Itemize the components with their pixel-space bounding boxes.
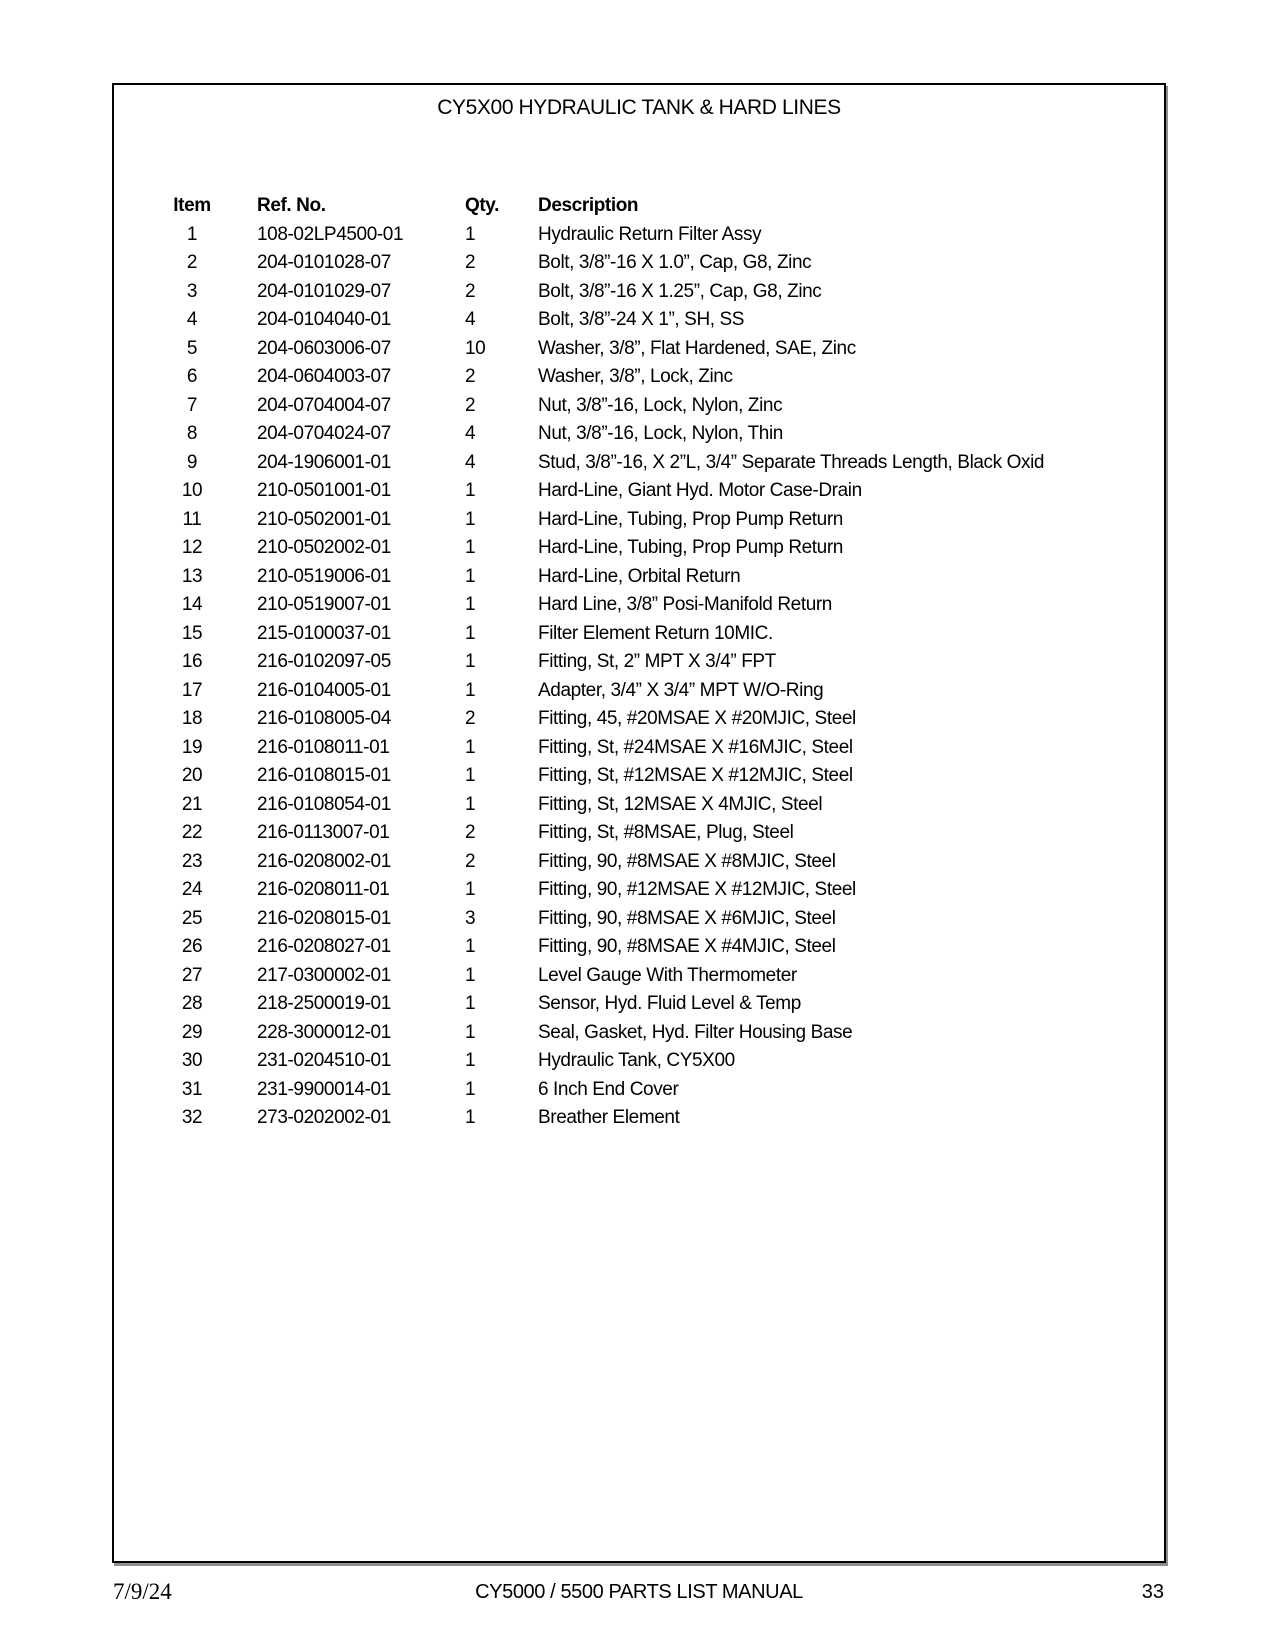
table-row (114, 762, 1164, 791)
column-header-ref-no: Ref. No. (257, 195, 326, 216)
row-ref-no: 204-0604003-07 (257, 366, 391, 387)
table-row (114, 1047, 1164, 1076)
row-ref-no: 204-0101028-07 (257, 252, 391, 273)
page-footer (112, 1578, 1166, 1610)
row-qty: 2 (465, 822, 476, 843)
row-description: Hydraulic Tank, CY5X00 (538, 1050, 735, 1071)
row-item-number: 2 (186, 252, 198, 273)
row-description: Bolt, 3/8”-24 X 1”, SH, SS (538, 309, 745, 330)
table-row (114, 734, 1164, 763)
table-row (114, 534, 1164, 563)
page-title: CY5X00 HYDRAULIC TANK & HARD LINES (437, 96, 841, 119)
row-description: Fitting, St, #8MSAE, Plug, Steel (538, 822, 794, 843)
table-row (114, 449, 1164, 478)
row-qty: 1 (465, 936, 476, 957)
row-item-number: 23 (181, 850, 203, 872)
row-description: Fitting, St, 2” MPT X 3/4” FPT (538, 651, 776, 672)
row-ref-no: 210-0519007-01 (257, 594, 391, 615)
row-item-number: 9 (186, 451, 198, 473)
row-item-number: 24 (181, 879, 203, 900)
row-ref-no: 217-0300002-01 (257, 964, 391, 986)
row-item-number: 27 (181, 964, 203, 986)
row-item-number: 21 (181, 793, 203, 815)
row-ref-no: 216-0108005-04 (257, 708, 391, 729)
row-description: Nut, 3/8”-16, Lock, Nylon, Thin (538, 423, 783, 444)
row-item-number: 1 (186, 223, 198, 245)
table-row (114, 563, 1164, 592)
column-header-item: Item (173, 195, 211, 216)
row-qty: 4 (465, 309, 476, 330)
row-qty: 1 (465, 565, 476, 587)
row-ref-no: 231-0204510-01 (257, 1050, 391, 1071)
row-description: Seal, Gasket, Hyd. Filter Housing Base (538, 1021, 853, 1043)
table-row (114, 1076, 1164, 1105)
footer-page-number: 33 (1141, 1581, 1164, 1603)
row-item-number: 19 (181, 736, 203, 758)
table-row (114, 905, 1164, 934)
parts-table (114, 192, 1164, 1133)
table-row (114, 249, 1164, 278)
row-qty: 2 (465, 366, 476, 387)
row-item-number: 7 (186, 394, 198, 416)
row-qty: 1 (465, 651, 476, 672)
row-item-number: 4 (186, 309, 198, 330)
row-description: Bolt, 3/8”-16 X 1.25”, Cap, G8, Zinc (538, 280, 822, 302)
footer-manual-title: CY5000 / 5500 PARTS LIST MANUAL (475, 1581, 803, 1603)
row-ref-no: 273-0202002-01 (257, 1107, 391, 1128)
row-description: Stud, 3/8”-16, X 2”L, 3/4” Separate Threads Length, Black Oxid (538, 451, 1045, 473)
row-ref-no: 218-2500019-01 (257, 993, 391, 1014)
row-qty: 1 (465, 1021, 476, 1043)
table-row (114, 819, 1164, 848)
table-row (114, 477, 1164, 506)
row-description: Level Gauge With Thermometer (538, 964, 797, 986)
table-row (114, 962, 1164, 991)
row-ref-no: 204-0704024-07 (257, 423, 391, 444)
row-description: Washer, 3/8”, Flat Hardened, SAE, Zinc (538, 337, 856, 359)
row-ref-no: 210-0502001-01 (257, 508, 391, 530)
row-item-number: 5 (186, 337, 198, 359)
table-row (114, 506, 1164, 535)
row-ref-no: 216-0113007-01 (257, 822, 390, 843)
row-qty: 1 (465, 1050, 476, 1071)
table-row (114, 1019, 1164, 1048)
row-qty: 10 (465, 337, 486, 359)
row-qty: 3 (465, 907, 476, 929)
row-item-number: 25 (181, 907, 203, 929)
row-item-number: 13 (181, 565, 203, 587)
row-description: 6 Inch End Cover (538, 1078, 679, 1100)
row-qty: 1 (465, 964, 476, 986)
row-description: Fitting, St, #12MSAE X #12MJIC, Steel (538, 765, 853, 786)
row-item-number: 29 (181, 1021, 203, 1043)
row-qty: 1 (465, 537, 476, 558)
row-item-number: 11 (182, 508, 202, 530)
row-description: Hard-Line, Tubing, Prop Pump Return (538, 537, 843, 558)
row-qty: 1 (465, 508, 476, 530)
table-row (114, 306, 1164, 335)
row-ref-no: 204-0704004-07 (257, 394, 391, 416)
row-description: Bolt, 3/8”-16 X 1.0”, Cap, G8, Zinc (538, 252, 812, 273)
row-description: Washer, 3/8”, Lock, Zinc (538, 366, 733, 387)
row-item-number: 14 (181, 594, 203, 615)
row-description: Fitting, St, #24MSAE X #16MJIC, Steel (538, 736, 853, 758)
row-item-number: 18 (181, 708, 203, 729)
row-ref-no: 204-0603006-07 (257, 337, 391, 359)
row-ref-no: 216-0102097-05 (257, 651, 391, 672)
row-ref-no: 204-0104040-01 (257, 309, 391, 330)
row-description: Filter Element Return 10MIC. (538, 622, 773, 644)
table-row (114, 705, 1164, 734)
row-qty: 1 (465, 594, 476, 615)
table-row (114, 620, 1164, 649)
row-qty: 1 (465, 793, 476, 815)
table-row (114, 876, 1164, 905)
row-item-number: 30 (181, 1050, 203, 1071)
table-row (114, 677, 1164, 706)
row-qty: 2 (465, 280, 476, 302)
row-ref-no: 216-0108015-01 (257, 765, 391, 786)
row-ref-no: 231-9900014-01 (257, 1078, 391, 1100)
table-row (114, 933, 1164, 962)
row-description: Fitting, St, 12MSAE X 4MJIC, Steel (538, 793, 823, 815)
table-row (114, 990, 1164, 1019)
row-ref-no: 216-0108054-01 (257, 793, 391, 815)
table-row (114, 420, 1164, 449)
row-qty: 2 (465, 850, 476, 872)
row-ref-no: 216-0108011-01 (257, 736, 390, 758)
row-item-number: 6 (186, 366, 198, 387)
table-row (114, 591, 1164, 620)
row-ref-no: 216-0208027-01 (257, 936, 391, 957)
row-item-number: 15 (181, 622, 203, 644)
row-item-number: 32 (181, 1107, 203, 1128)
row-ref-no: 210-0501001-01 (257, 480, 391, 501)
row-description: Nut, 3/8”-16, Lock, Nylon, Zinc (538, 394, 783, 416)
row-qty: 1 (465, 223, 476, 245)
row-qty: 4 (465, 451, 476, 473)
column-header-description: Description (538, 195, 639, 216)
row-qty: 1 (465, 1107, 476, 1128)
row-description: Fitting, 90, #12MSAE X #12MJIC, Steel (538, 879, 856, 900)
row-qty: 1 (465, 736, 476, 758)
row-description: Breather Element (538, 1107, 680, 1128)
row-ref-no: 210-0519006-01 (257, 565, 391, 587)
row-description: Fitting, 45, #20MSAE X #20MJIC, Steel (538, 708, 856, 729)
table-row (114, 848, 1164, 877)
row-description: Hard Line, 3/8” Posi-Manifold Return (538, 594, 832, 615)
row-description: Hard-Line, Orbital Return (538, 565, 741, 587)
row-item-number: 3 (186, 280, 198, 302)
row-description: Hard-Line, Giant Hyd. Motor Case-Drain (538, 480, 862, 501)
table-body (114, 221, 1164, 1133)
row-qty: 1 (465, 765, 476, 786)
row-ref-no: 228-3000012-01 (257, 1021, 391, 1043)
row-item-number: 28 (181, 993, 203, 1014)
table-row (114, 335, 1164, 364)
row-description: Fitting, 90, #8MSAE X #4MJIC, Steel (538, 936, 836, 957)
row-ref-no: 216-0208015-01 (257, 907, 391, 929)
row-ref-no: 204-1906001-01 (257, 451, 391, 473)
row-description: Hard-Line, Tubing, Prop Pump Return (538, 508, 843, 530)
row-ref-no: 210-0502002-01 (257, 537, 391, 558)
row-item-number: 17 (181, 679, 203, 701)
row-ref-no: 216-0208002-01 (257, 850, 391, 872)
table-row (114, 791, 1164, 820)
row-item-number: 12 (181, 537, 203, 558)
column-header-qty: Qty. (465, 195, 499, 216)
table-row (114, 278, 1164, 307)
row-ref-no: 204-0101029-07 (257, 280, 391, 302)
row-qty: 1 (465, 993, 476, 1014)
table-row (114, 648, 1164, 677)
footer-date: 7/9/24 (113, 1579, 172, 1604)
row-item-number: 26 (181, 936, 203, 957)
row-qty: 2 (465, 708, 476, 729)
row-qty: 1 (465, 879, 476, 900)
row-qty: 1 (465, 622, 476, 644)
table-row (114, 1104, 1164, 1133)
row-item-number: 22 (181, 822, 203, 843)
row-qty: 4 (465, 423, 476, 444)
row-ref-no: 216-0208011-01 (257, 879, 390, 900)
row-description: Hydraulic Return Filter Assy (538, 223, 762, 245)
row-ref-no: 108-02LP4500-01 (257, 223, 404, 245)
row-item-number: 10 (181, 480, 203, 501)
row-qty: 1 (465, 480, 476, 501)
row-ref-no: 215-0100037-01 (257, 622, 391, 644)
row-qty: 2 (465, 394, 476, 416)
table-row (114, 392, 1164, 421)
row-item-number: 8 (186, 423, 198, 444)
row-item-number: 20 (181, 765, 203, 786)
row-qty: 1 (465, 679, 476, 701)
row-item-number: 31 (181, 1078, 203, 1100)
row-ref-no: 216-0104005-01 (257, 679, 391, 701)
row-qty: 1 (465, 1078, 476, 1100)
row-qty: 2 (465, 252, 476, 273)
table-row (114, 363, 1164, 392)
page-border (112, 83, 1166, 1563)
row-description: Fitting, 90, #8MSAE X #6MJIC, Steel (538, 907, 836, 929)
table-row (114, 221, 1164, 250)
table-header-row (114, 192, 1164, 221)
row-description: Sensor, Hyd. Fluid Level & Temp (538, 993, 801, 1014)
row-description: Fitting, 90, #8MSAE X #8MJIC, Steel (538, 850, 836, 872)
row-item-number: 16 (181, 651, 203, 672)
row-description: Adapter, 3/4” X 3/4” MPT W/O-Ring (538, 679, 824, 701)
